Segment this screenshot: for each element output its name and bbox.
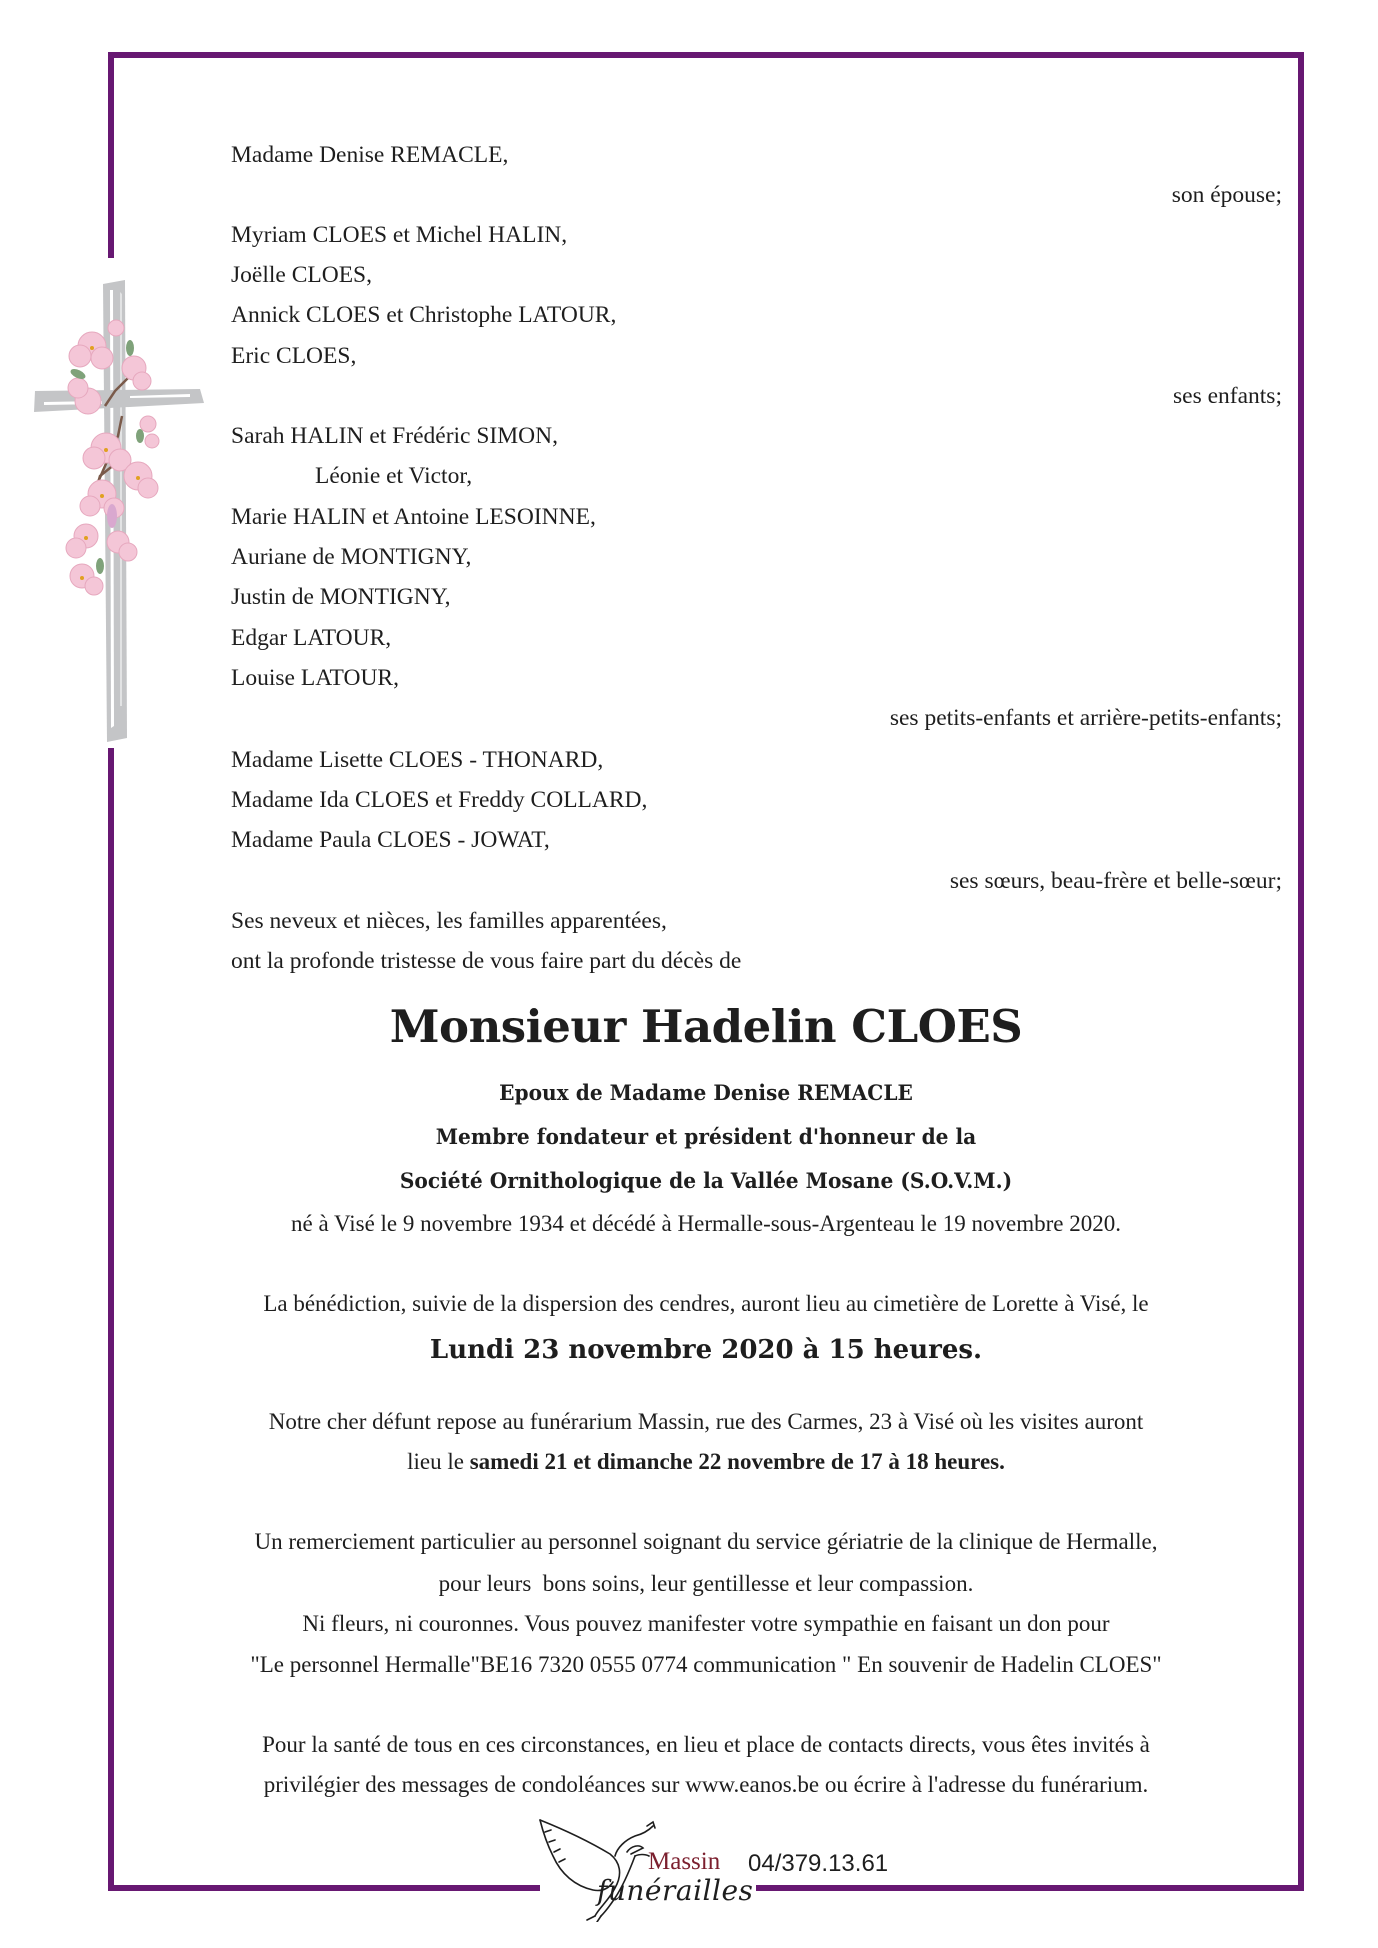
deceased-name: Monsieur Hadelin CLOES xyxy=(389,1000,1023,1053)
grandchild-name: Auriane de MONTIGNY, xyxy=(231,544,472,570)
frame-border-bottom-left xyxy=(108,1885,540,1891)
spouse-relation: son épouse; xyxy=(1171,182,1282,208)
condolences-notice: Pour la santé de tous en ces circonstances, en lieu et place de contacts directs, vous êtes invités à xyxy=(262,1732,1150,1757)
frame-border-left-lower xyxy=(108,748,114,1891)
grandchild-name: Marie HALIN et Antoine LESOINNE, xyxy=(231,504,596,530)
phone-number: 04/379.13.61 xyxy=(748,1850,889,1877)
child-name: Eric CLOES, xyxy=(231,343,357,369)
children-relation: ses enfants; xyxy=(1173,383,1282,409)
ceremony-datetime: Lundi 23 novembre 2020 à 15 heures. xyxy=(429,1335,983,1365)
thanks-text: Un remerciement particulier au personnel soignant du service gériatrie de la clinique de Hermalle, xyxy=(254,1529,1158,1554)
sibling-name: Madame Paula CLOES - JOWAT, xyxy=(231,827,550,853)
sibling-name: Madame Ida CLOES et Freddy COLLARD, xyxy=(231,787,648,813)
frame-border-bottom-right xyxy=(756,1885,1304,1891)
visits-dates: samedi 21 et dimanche 22 novembre de 17 à 18 heures. xyxy=(469,1449,1005,1474)
grandchild-name: Sarah HALIN et Frédéric SIMON, xyxy=(231,423,558,449)
birth-death-dates: né à Visé le 9 novembre 1934 et décédé à Hermalle-sous-Argenteau le 19 novembre 2020. xyxy=(291,1211,1121,1236)
siblings-relation: ses sœurs, beau-frère et belle-sœur; xyxy=(949,868,1282,894)
donation-account: "Le personnel Hermalle"BE16 7320 0555 0774 communication " En souvenir de Hadelin CLOES" xyxy=(250,1652,1162,1677)
other-relatives: Ses neveux et nièces, les familles apparentées, xyxy=(231,908,667,934)
child-name: Myriam CLOES et Michel HALIN, xyxy=(231,222,568,248)
logo-brand-tagline: funérailles xyxy=(597,1874,754,1907)
deceased-subtitle: Epoux de Madame Denise REMACLE xyxy=(499,1080,913,1105)
spouse-name: Madame Denise REMACLE, xyxy=(231,142,509,168)
cross-with-blossoms-icon xyxy=(30,276,210,746)
grandchild-name: Louise LATOUR, xyxy=(231,665,399,691)
visits-prefix: lieu le xyxy=(407,1449,470,1474)
grandchild-name: Edgar LATOUR, xyxy=(231,625,392,651)
visits-schedule xyxy=(114,1448,1298,1476)
deceased-subtitle: Membre fondateur et président d'honneur de la xyxy=(435,1124,977,1149)
donation-text: Ni fleurs, ni couronnes. Vous pouvez manifester votre sympathie en faisant un don pour xyxy=(302,1611,1110,1636)
child-name: Joëlle CLOES, xyxy=(231,262,372,288)
deceased-subtitle: Société Ornithologique de la Vallée Mosane (S.O.V.M.) xyxy=(399,1168,1013,1193)
great-grandchildren-names: Léonie et Victor, xyxy=(315,463,473,489)
thanks-text: pour leurs bons soins, leur gentillesse et leur compassion. xyxy=(438,1571,974,1596)
grandchild-name: Justin de MONTIGNY, xyxy=(231,584,451,610)
visits-text: Notre cher défunt repose au funérarium Massin, rue des Carmes, 23 à Visé où les visites auront xyxy=(268,1409,1144,1434)
sibling-name: Madame Lisette CLOES - THONARD, xyxy=(231,747,604,773)
frame-border-left-upper xyxy=(108,52,114,258)
grandchildren-relation: ses petits-enfants et arrière-petits-enfants; xyxy=(889,705,1282,731)
condolences-notice: privilégier des messages de condoléances sur www.eanos.be ou écrire à l'adresse du funérarium. xyxy=(263,1772,1149,1797)
child-name: Annick CLOES et Christophe LATOUR, xyxy=(231,302,617,328)
frame-border-right xyxy=(1298,52,1304,1891)
ceremony-intro: La bénédiction, suivie de la dispersion des cendres, auront lieu au cimetière de Lorette à Visé, le xyxy=(263,1291,1149,1316)
frame-border-top xyxy=(108,52,1304,58)
announcement-intro: ont la profonde tristesse de vous faire part du décès de xyxy=(231,948,742,974)
logo-brand-name: Massin xyxy=(648,1848,721,1875)
